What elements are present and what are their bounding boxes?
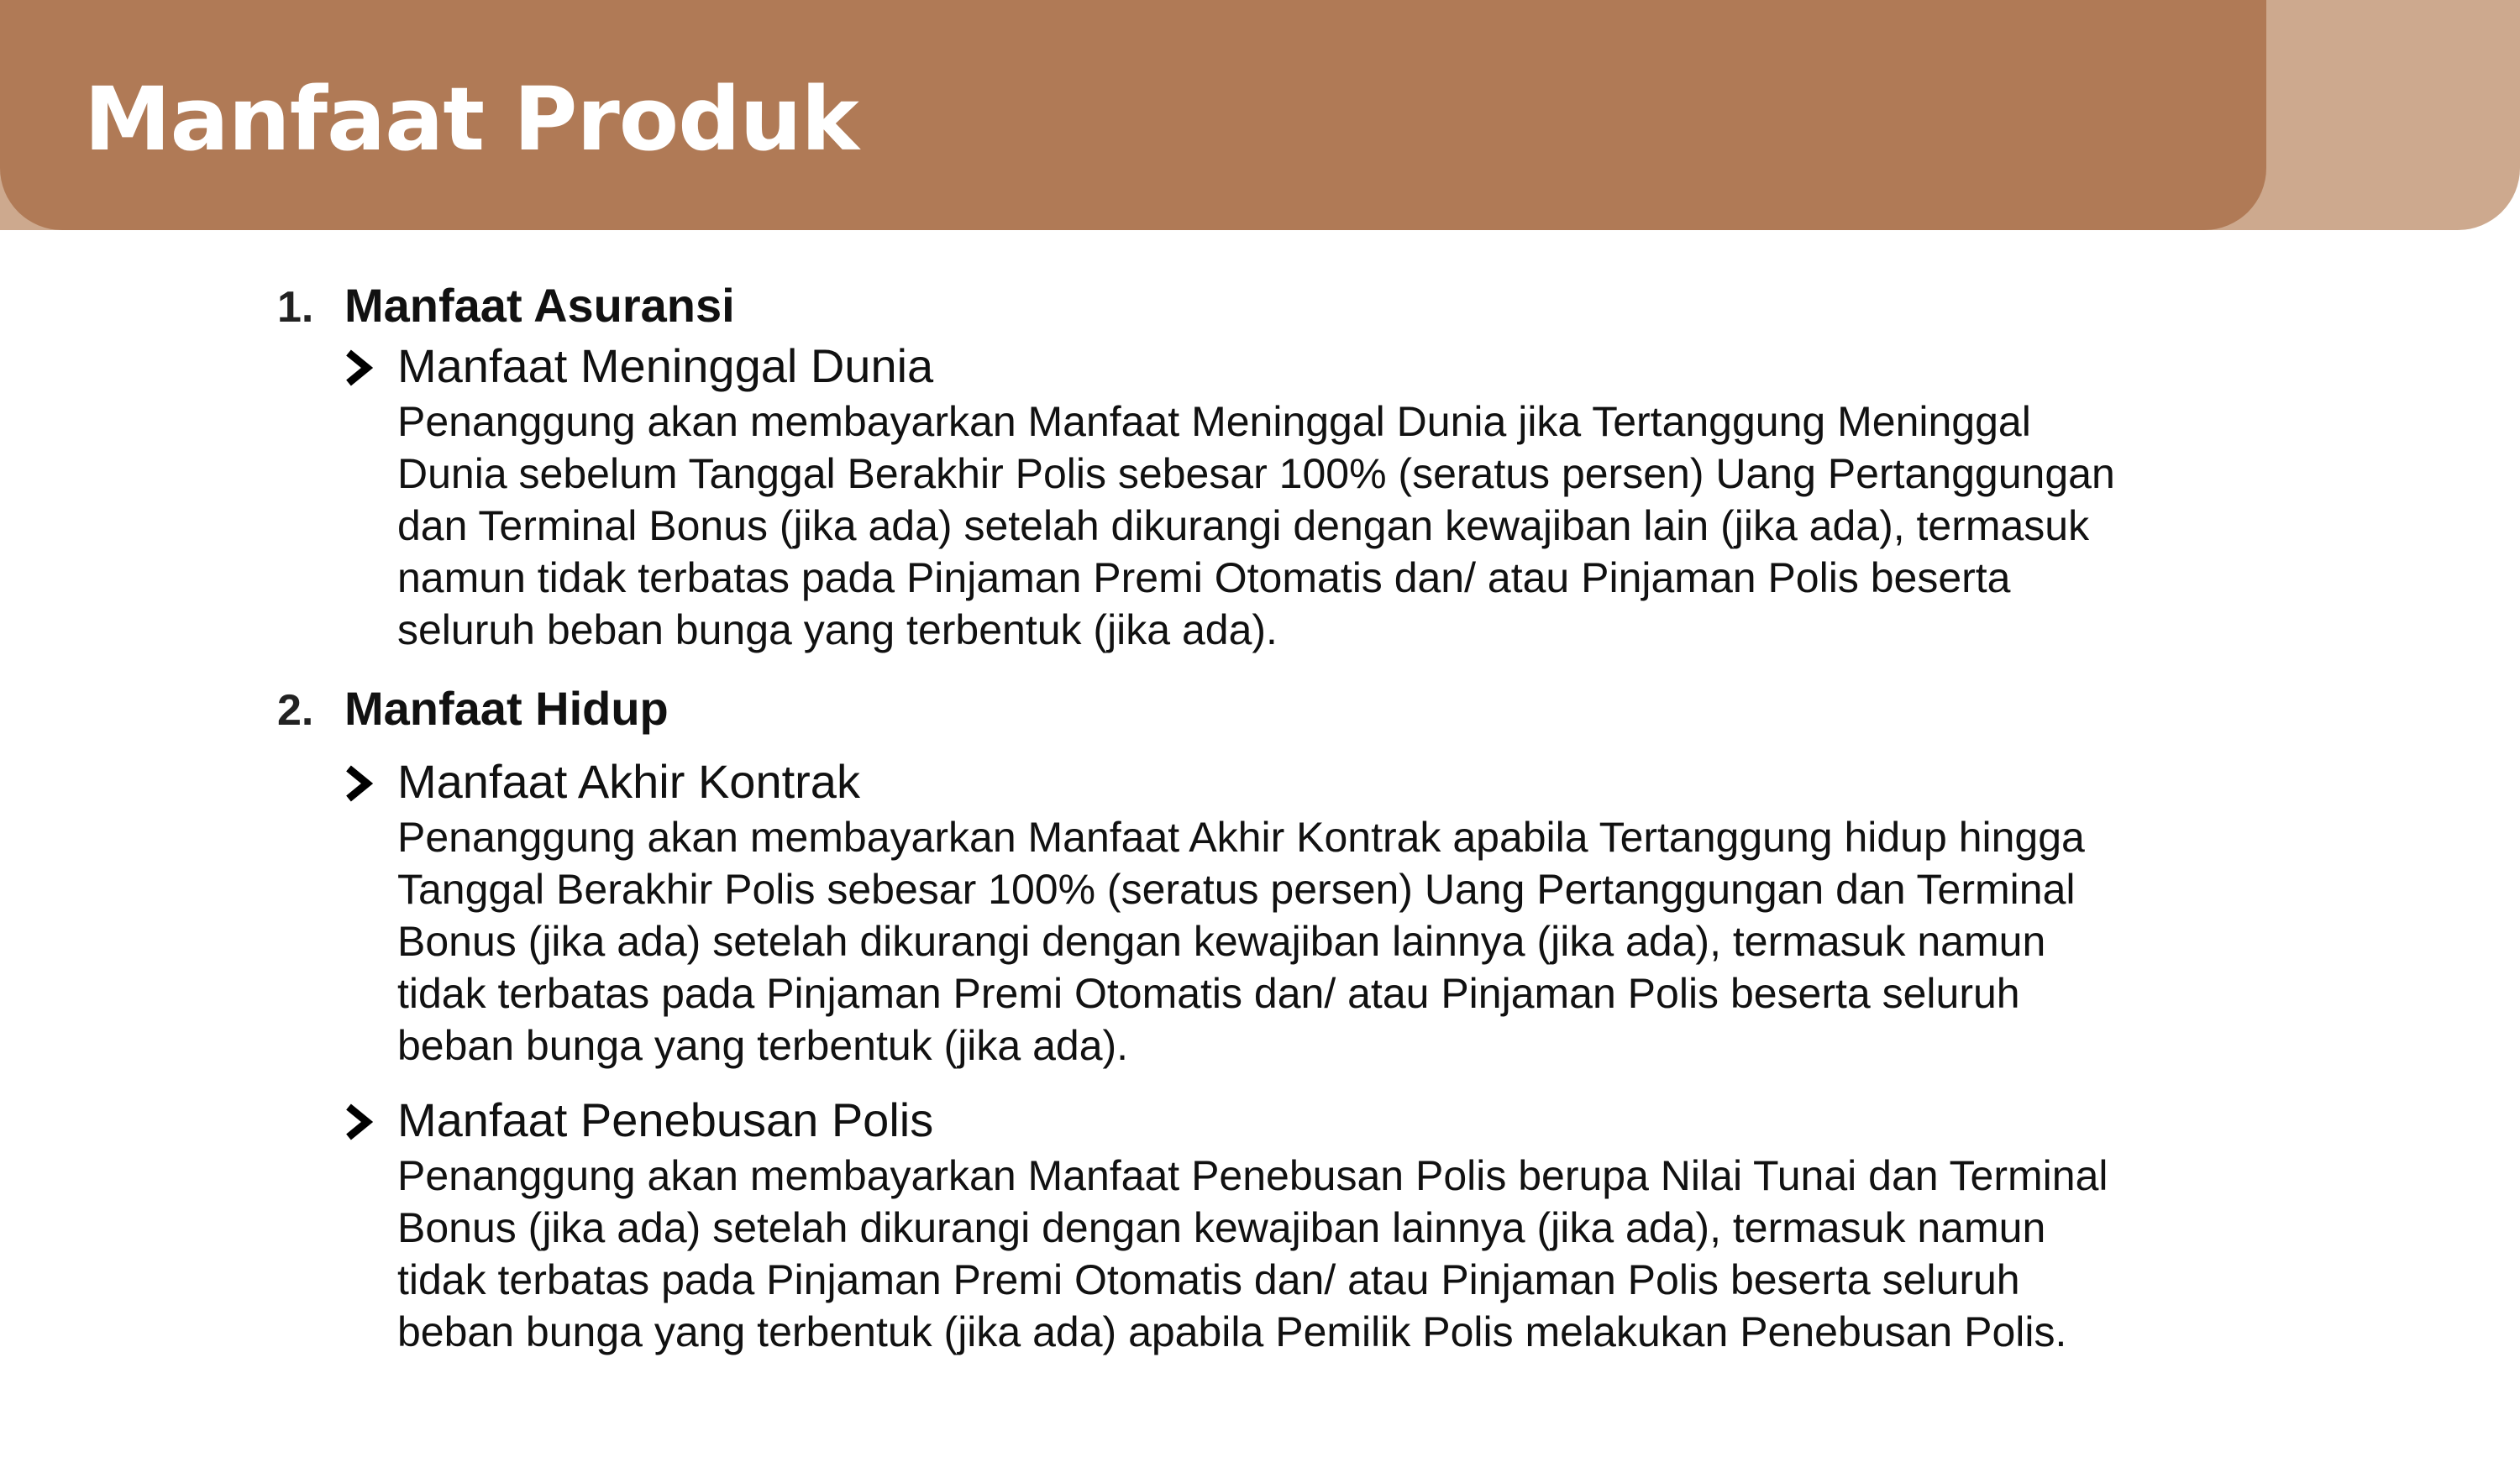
paragraph-line: Dunia sebelum Tanggal Berakhir Polis sebesar 100% (seratus persen) Uang Pertanggungan [397, 450, 2115, 497]
paragraph-penebusan-polis [397, 1150, 2271, 1358]
subsection-title-penebusan-polis: Manfaat Penebusan Polis [397, 1093, 934, 1146]
paragraph-line: Bonus (jika ada) setelah dikurangi dengan kewajiban lainnya (jika ada), termasuk namun [397, 1204, 2046, 1251]
paragraph-line: Penanggung akan membayarkan Manfaat Akhir Kontrak apabila Tertanggung hidup hingga [397, 814, 2085, 861]
subsection-title-meninggal-dunia: Manfaat Meninggal Dunia [397, 339, 934, 392]
paragraph-line: tidak terbatas pada Pinjaman Premi Otomatis dan/ atau Pinjaman Polis beserta seluruh [397, 1256, 2020, 1303]
paragraph-line: Tanggal Berakhir Polis sebesar 100% (seratus persen) Uang Pertanggungan dan Terminal [397, 866, 2076, 913]
paragraph-line: seluruh beban bunga yang terbentuk (jika ada). [397, 606, 1278, 653]
paragraph-meninggal-dunia [397, 396, 2271, 656]
paragraph-line: namun tidak terbatas pada Pinjaman Premi Otomatis dan/ atau Pinjaman Polis beserta [397, 554, 2011, 601]
subsection-title-akhir-kontrak: Manfaat Akhir Kontrak [397, 755, 860, 808]
paragraph-line: tidak terbatas pada Pinjaman Premi Otomatis dan/ atau Pinjaman Polis beserta seluruh [397, 970, 2020, 1017]
paragraph-line: Penanggung akan membayarkan Manfaat Meninggal Dunia jika Tertanggung Meninggal [397, 398, 2031, 445]
section-title-manfaat-asuransi: Manfaat Asuransi [344, 279, 735, 332]
paragraph-line: dan Terminal Bonus (jika ada) setelah dikurangi dengan kewajiban lain (jika ada), termasuk [397, 502, 2090, 549]
paragraph-line: beban bunga yang terbentuk (jika ada) apabila Pemilik Polis melakukan Penebusan Polis. [397, 1308, 2067, 1355]
section-number: 2. [277, 686, 314, 735]
section-title-manfaat-hidup: Manfaat Hidup [344, 682, 669, 735]
paragraph-line: beban bunga yang terbentuk (jika ada). [397, 1022, 1129, 1069]
chevron-right-icon [344, 765, 373, 802]
chevron-right-icon [344, 1103, 373, 1140]
page-title: Manfaat Produk [84, 68, 858, 170]
section-number: 1. [277, 283, 314, 332]
paragraph-akhir-kontrak [397, 811, 2271, 1072]
chevron-right-icon [344, 349, 373, 386]
paragraph-line: Penanggung akan membayarkan Manfaat Penebusan Polis berupa Nilai Tunai dan Terminal [397, 1152, 2108, 1199]
paragraph-line: Bonus (jika ada) setelah dikurangi dengan kewajiban lainnya (jika ada), termasuk namun [397, 918, 2046, 965]
